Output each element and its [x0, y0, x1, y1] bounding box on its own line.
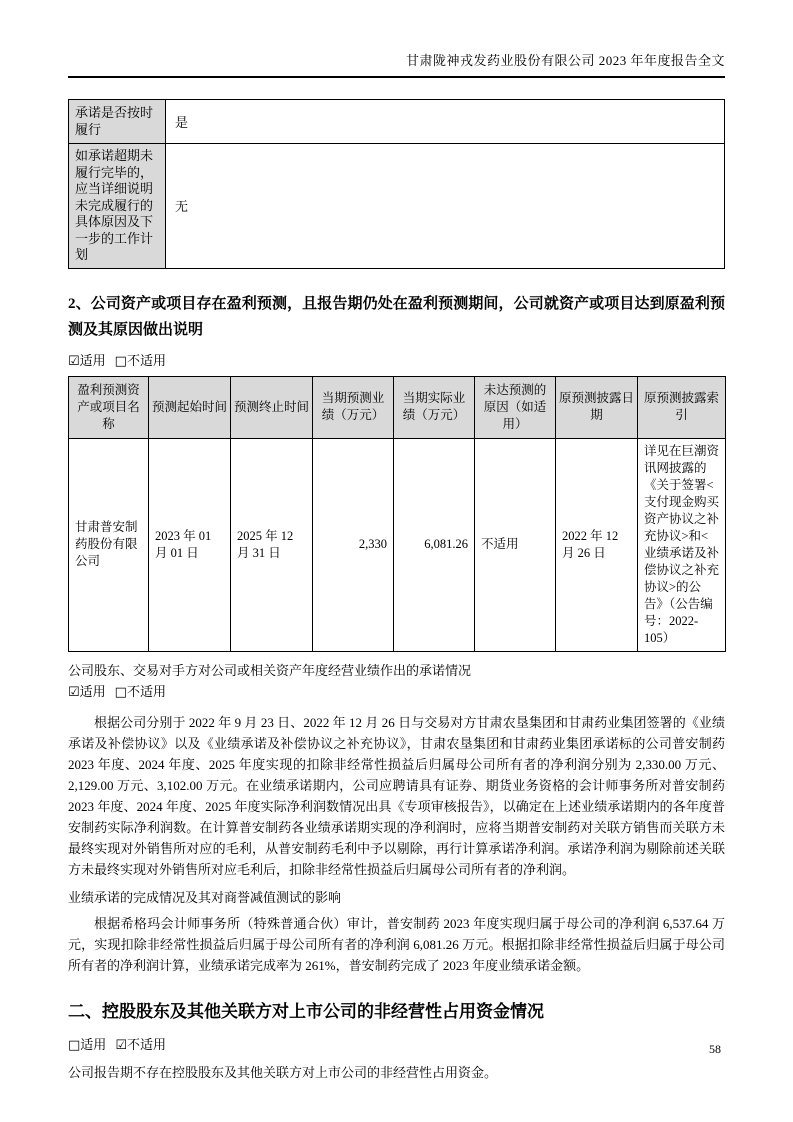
- applicability-row-fund-occupation: [68, 1037, 725, 1054]
- applicable-label: 适用: [79, 352, 106, 368]
- commitment-overdue-value: 无: [166, 144, 725, 269]
- shareholder-commitment-note: 公司股东、交易对手方对公司或相关资产年度经营业绩作出的承诺情况: [68, 662, 472, 678]
- table-row: [69, 438, 726, 651]
- not-applicable-label: 不适用: [126, 683, 166, 699]
- col-header-forecast-performance: 当期预测业绩（万元）: [313, 376, 394, 438]
- commitment-fulfillment-table: [68, 99, 725, 269]
- cell-start-date: 2023 年 01 月 01 日: [149, 438, 231, 651]
- page-content: [68, 0, 725, 1082]
- cell-forecast-performance: 2,330: [313, 438, 394, 651]
- col-header-start-date: 预测起始时间: [149, 376, 231, 438]
- not-applicable-label: 不适用: [126, 352, 166, 368]
- checkbox-unchecked-icon: □: [114, 684, 127, 700]
- profit-forecast-table: [68, 376, 726, 652]
- cell-disclosure-index: 详见在巨潮资讯网披露的《关于签署<支付现金购买资产协议之补充协议>和<业绩承诺及补偿协议之补充协议>的公告》（公告编号：2022-105）: [638, 438, 726, 651]
- report-header-title: 甘肃陇神戎发药业股份有限公司 2023 年年度报告全文: [405, 53, 725, 68]
- checkbox-unchecked-icon: □: [68, 1037, 81, 1053]
- applicability-row-shareholder-commitment: [68, 684, 725, 701]
- col-header-end-date: 预测终止时间: [231, 376, 313, 438]
- performance-commitment-paragraph: 根据公司分别于 2022 年 9 月 23 日、2022 年 12 月 26 日与交易对方甘肃农垦集团和甘肃药业集团签署的《业绩承诺及补偿协议》以及《业绩承诺及补偿协议之补充协议》，甘肃农垦集团和甘肃药业集团承诺标的公司普安制药 2023 年度、2024 年度、2025 年度实现的扣除非经常性损益后归属母公司所有者的净利润分别为 2,330.00 万元、2,129.00 万元、3,102.00 万元。在业绩承诺期内，公司应聘请具有证券、期货业务资格的会计师事务所对普安制药 2023 年度、2024 年度、2025 年度实际净利润数情况出具《专项审核报告》，以确定在上述业绩承诺期内的各年度普安制药实际净利润数。在计算普安制药各业绩承诺期实现的净利润时，应将当期普安制药对关联方销售而关联方未最终实现对外销售所对应的毛利，从普安制药毛利中予以剔除，再行计算承诺净利润。承诺净利润为剔除前述关联方未最终实现对外销售所对应毛利后，扣除非经常性损益后归属母公司所有者的净利润。: [68, 714, 725, 877]
- page-header: [68, 50, 725, 78]
- audit-result-paragraph: 根据希格玛会计师事务所（特殊普通合伙）审计，普安制药 2023 年度实现归属于母公司的净利润 6,537.64 万元，实现扣除非经常性损益后归属于母公司所有者的净利润 6,081.26 万元。根据扣除非经常性损益后归属于母公司所有者的净利润计算，业绩承诺完成率为 261%，普安制药完成了 2023 年度业绩承诺金额。: [68, 915, 725, 973]
- cell-end-date: 2025 年 12 月 31 日: [231, 438, 313, 651]
- table-row: [69, 144, 725, 269]
- checkbox-checked-icon: ☑: [68, 684, 80, 700]
- cell-asset-name: 甘肃普安制药股份有限公司: [69, 438, 149, 651]
- cell-reason-not-met: 不适用: [475, 438, 556, 651]
- col-header-reason-not-met: 未达预测的原因（如适用）: [475, 376, 556, 438]
- commitment-on-time-value: 是: [166, 100, 725, 144]
- goodwill-impairment-label: 业绩承诺的完成情况及其对商誉减值测试的影响: [68, 889, 342, 905]
- cell-disclosure-date: 2022 年 12 月 26 日: [556, 438, 638, 651]
- checkbox-checked-icon: ☑: [68, 353, 80, 369]
- commitment-on-time-label: 承诺是否按时履行: [69, 100, 166, 144]
- table-header-row: [69, 376, 726, 438]
- fund-occupation-statement: 公司报告期不存在控股股东及其他关联方对上市公司的非经营性占用资金。: [68, 1064, 498, 1080]
- fund-occupation-section-heading: 二、控股股东及其他关联方对上市公司的非经营性占用资金情况: [68, 1001, 544, 1021]
- applicable-label: 适用: [80, 1036, 107, 1052]
- col-header-disclosure-index: 原预测披露索引: [638, 376, 726, 438]
- not-applicable-label: 不适用: [126, 1036, 166, 1052]
- commitment-overdue-label: 如承诺超期未履行完毕的，应当详细说明未完成履行的具体原因及下一步的工作计划: [69, 144, 166, 269]
- col-header-asset-name: 盈利预测资产或项目名称: [69, 376, 149, 438]
- table-row: [69, 100, 725, 144]
- profit-forecast-section-heading: 2、公司资产或项目存在盈利预测，且报告期仍处在盈利预测期间，公司就资产或项目达到原盈利预测及其原因做出说明: [68, 295, 725, 338]
- applicable-label: 适用: [79, 683, 106, 699]
- page-number: 58: [709, 1042, 721, 1056]
- cell-actual-performance: 6,081.26: [394, 438, 475, 651]
- col-header-actual-performance: 当期实际业绩（万元）: [394, 376, 475, 438]
- checkbox-checked-icon: ☑: [115, 1037, 127, 1053]
- applicability-row-profit-forecast: [68, 353, 725, 370]
- checkbox-unchecked-icon: □: [114, 353, 127, 369]
- col-header-disclosure-date: 原预测披露日期: [556, 376, 638, 438]
